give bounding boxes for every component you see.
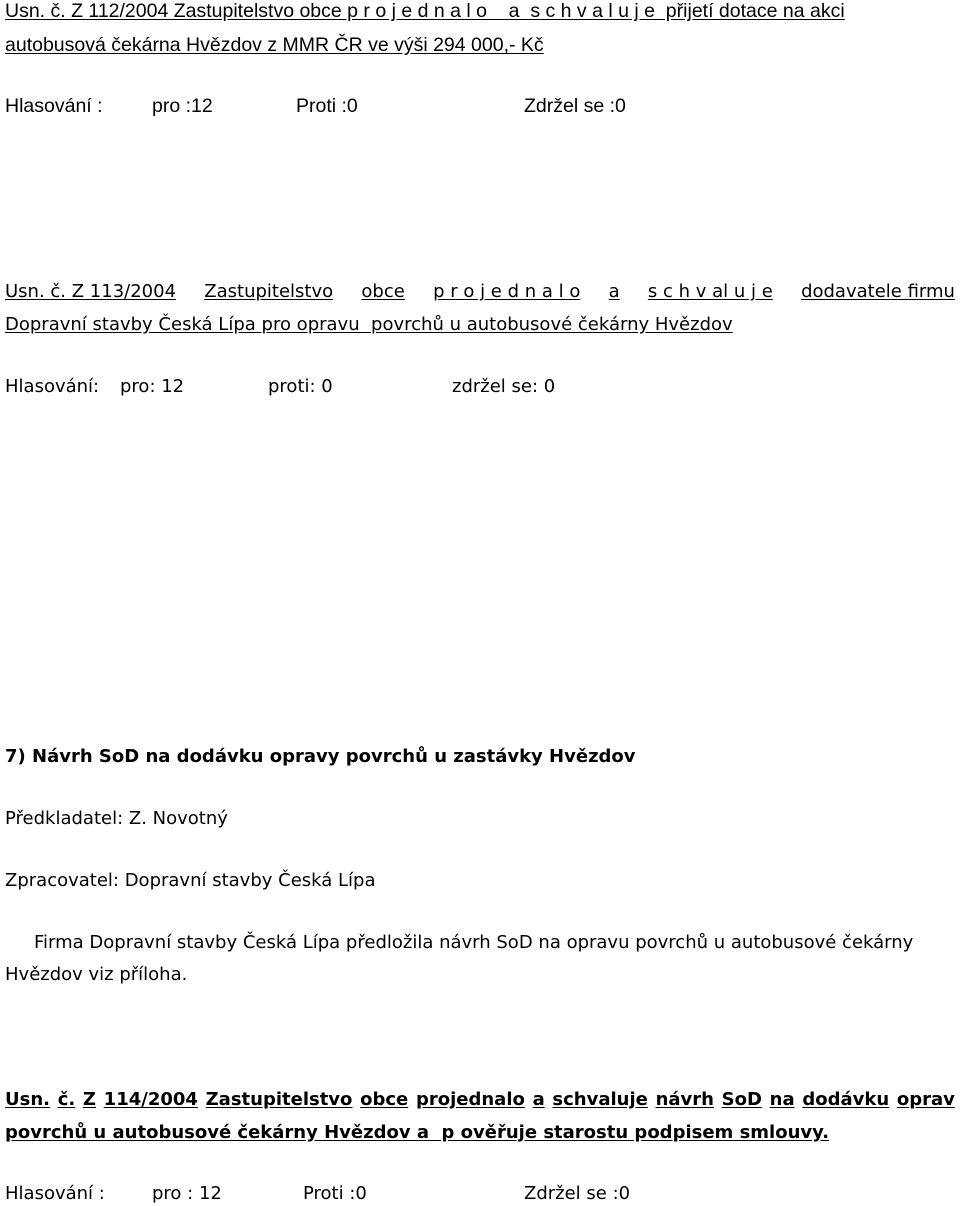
resolution-114-line-1 xyxy=(5,1091,955,1109)
r114-part: č. xyxy=(57,1089,76,1110)
vote-112-abstain: Zdržel se :0 xyxy=(524,95,626,117)
resolution-113-line-1 xyxy=(5,283,955,301)
r114-part: návrh xyxy=(655,1089,714,1110)
r114-part: oprav xyxy=(896,1089,955,1110)
vote-114-for: pro : 12 xyxy=(152,1183,222,1204)
resolution-112-line-1: Usn. č. Z 112/2004 Zastupitelstvo obce p r o j e d n a l o a s c h v a l u j e přijetí dotace na akci xyxy=(5,0,845,22)
r113-part: p r o j e d n a l o xyxy=(433,281,581,302)
vote-112-label: Hlasování : xyxy=(5,95,103,117)
r114-part: a xyxy=(532,1089,545,1110)
r114-part: Usn. xyxy=(5,1089,50,1110)
r113-part: Usn. č. Z 113/2004 xyxy=(5,281,177,302)
vote-113-against: proti: 0 xyxy=(268,376,333,397)
vote-113-abstain: zdržel se: 0 xyxy=(452,376,556,397)
vote-114-abstain: Zdržel se :0 xyxy=(524,1183,631,1204)
r113-part: dodavatele firmu xyxy=(801,281,955,302)
r113-part: a xyxy=(608,281,620,302)
r114-part: Z xyxy=(82,1089,96,1110)
vote-113-for: pro: 12 xyxy=(120,376,185,397)
r114-part: 114/2004 xyxy=(103,1089,198,1110)
section-7-presenter: Předkladatel: Z. Novotný xyxy=(5,808,228,829)
vote-113-label: Hlasování: xyxy=(5,376,100,397)
r114-part: obce xyxy=(360,1089,409,1110)
r113-part: s c h v al u j e xyxy=(647,281,773,302)
r114-part: projednalo xyxy=(415,1089,525,1110)
section-7-paragraph-line-2: Hvězdov viz příloha. xyxy=(5,964,188,985)
section-7-processor: Zpracovatel: Dopravní stavby Česká Lípa xyxy=(5,870,376,891)
section-7-paragraph-line-1: Firma Dopravní stavby Česká Lípa předložila návrh SoD na opravu povrchů u autobusové čekárny xyxy=(34,932,914,953)
vote-112-for: pro :12 xyxy=(152,95,213,117)
r114-part: SoD xyxy=(721,1089,762,1110)
vote-114-against: Proti :0 xyxy=(303,1183,367,1204)
r114-part: Zastupitelstvo xyxy=(205,1089,353,1110)
r113-part: Zastupitelstvo xyxy=(204,281,334,302)
resolution-113-line-2: Dopravní stavby Česká Lípa pro opravu povrchů u autobusové čekárny Hvězdov xyxy=(5,314,733,335)
r113-part: obce xyxy=(361,281,405,302)
section-7-heading: 7) Návrh SoD na dodávku opravy povrchů u zastávky Hvězdov xyxy=(5,746,636,767)
r114-part: schvaluje xyxy=(552,1089,648,1110)
resolution-114-line-2: povrchů u autobusové čekárny Hvězdov a p ověřuje starostu podpisem smlouvy. xyxy=(5,1122,830,1143)
r114-part: dodávku xyxy=(802,1089,890,1110)
vote-112-against: Proti :0 xyxy=(296,95,358,117)
vote-114-label: Hlasování : xyxy=(5,1183,105,1204)
r114-part: na xyxy=(769,1089,795,1110)
resolution-112-line-2: autobusová čekárna Hvězdov z MMR ČR ve výši 294 000,- Kč xyxy=(5,34,544,56)
